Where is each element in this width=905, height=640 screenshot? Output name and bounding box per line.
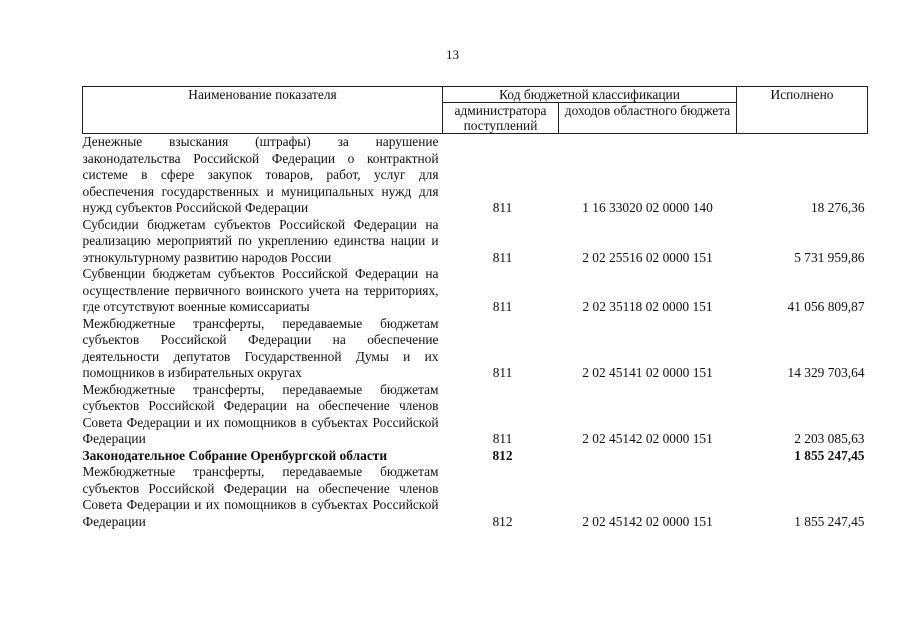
table-header — [83, 87, 868, 134]
header-name: Наименование показателя — [83, 87, 443, 134]
header-executed: Исполнено — [737, 87, 868, 134]
header-code-group: Код бюджетной классификации — [443, 87, 737, 103]
table-row — [83, 134, 868, 217]
table-row — [83, 266, 868, 316]
row-amount: 5 731 959,86 — [794, 249, 865, 265]
header-admin: администратора поступлений — [443, 103, 559, 134]
row-income-code — [559, 448, 737, 465]
row-amount: 1 855 247,45 — [794, 447, 865, 463]
row-amount: 41 056 809,87 — [787, 299, 865, 314]
row-name: Межбюджетные трансферты, передаваемые бюджетам субъектов Российской Федерации на обеспечение членов Совета Федерации и их помощников в субъектах Российской Федерации — [82, 381, 439, 446]
row-admin-code: 811 — [492, 365, 513, 380]
row-income-code: 1 16 33020 02 0000 140 — [582, 200, 713, 215]
row-name: Денежные взыскания (штрафы) за нарушение законодательства Российской Федерации о контрактной системе в сфере закупок товаров, работ, услуг для обеспечения государственных и муниципальных нужд для нужд субъектов Российской Федерации — [82, 134, 439, 215]
row-admin-code: 811 — [492, 299, 513, 314]
row-admin-code: 811 — [492, 200, 513, 215]
row-name: Субсидии бюджетам субъектов Российской Федерации на реализацию мероприятий по укреплению единства нации и этнокультурному развитию народов России — [82, 216, 439, 265]
table-body — [83, 134, 868, 531]
row-amount: 2 203 085,63 — [794, 431, 865, 446]
row-admin-code: 812 — [492, 513, 513, 529]
row-admin-code: 812 — [492, 447, 513, 463]
row-amount: 14 329 703,64 — [787, 365, 865, 380]
row-income-code: 2 02 25516 02 0000 151 — [582, 249, 713, 265]
header-income: доходов областного бюджета — [559, 103, 737, 134]
row-amount: 18 276,36 — [810, 200, 865, 215]
table-row — [83, 448, 868, 465]
row-name: Субвенции бюджетам субъектов Российской Федерации на осуществление первичного воинского учета на территориях, где отсутствуют военные комиссариаты — [82, 266, 439, 314]
row-income-code: 2 02 45142 02 0000 151 — [582, 513, 713, 529]
row-income-code: 2 02 45142 02 0000 151 — [582, 431, 713, 446]
table-row — [83, 316, 868, 382]
row-name: Межбюджетные трансферты, передаваемые бюджетам субъектов Российской Федерации на обеспечение членов Совета Федерации и их помощников в субъектах Российской Федерации — [82, 464, 439, 529]
table-row — [83, 217, 868, 267]
row-admin-code: 811 — [492, 431, 513, 446]
budget-table — [82, 86, 868, 530]
row-name: Межбюджетные трансферты, передаваемые бюджетам субъектов Российской Федерации на обеспечение деятельности депутатов Государственной Думы и их помощников в избирательных округах — [82, 315, 439, 380]
table-row — [83, 382, 868, 448]
row-amount: 1 855 247,45 — [794, 513, 865, 529]
row-name: Законодательное Собрание Оренбургской области — [82, 447, 388, 463]
page-number: 13 — [446, 47, 459, 62]
row-admin-code: 811 — [492, 249, 513, 265]
row-income-code: 2 02 35118 02 0000 151 — [582, 299, 713, 314]
table-row — [83, 464, 868, 530]
row-income-code: 2 02 45141 02 0000 151 — [582, 365, 713, 380]
